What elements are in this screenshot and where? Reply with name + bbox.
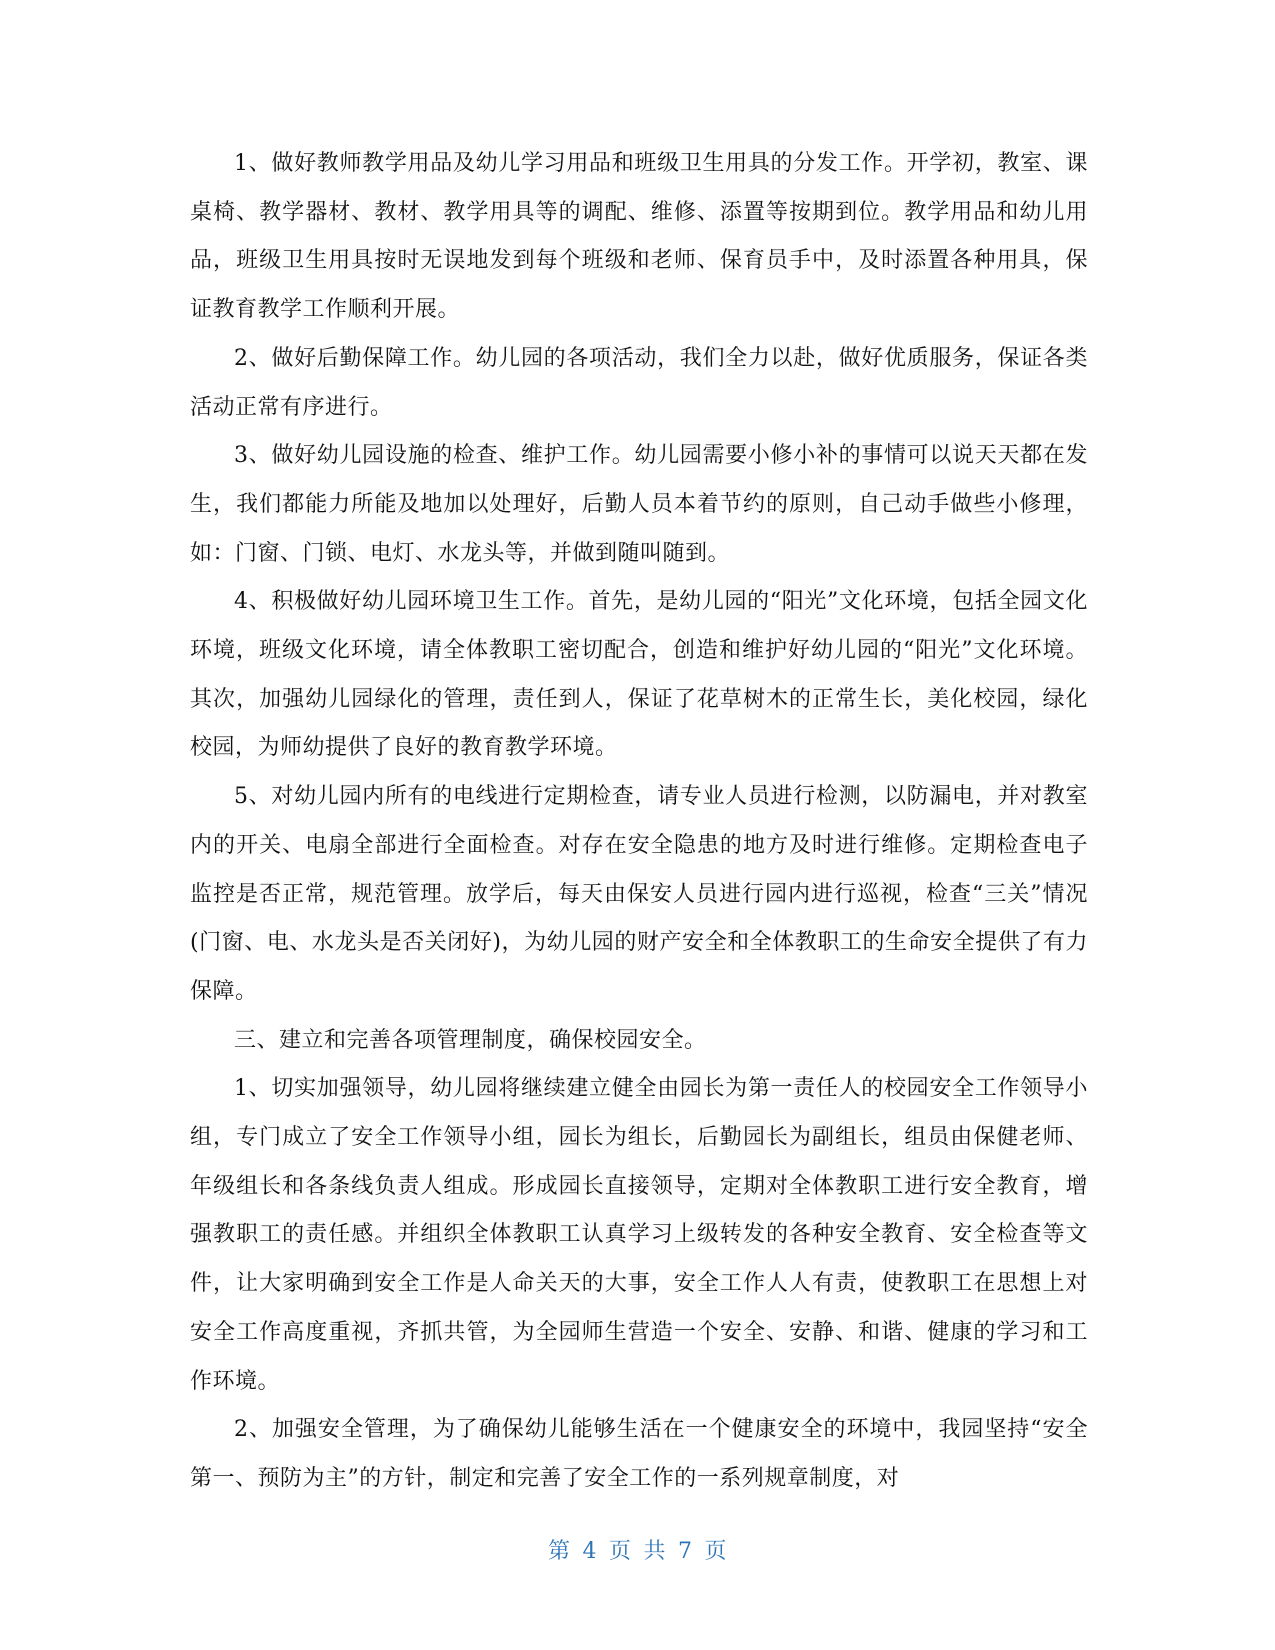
footer-prefix: 第 — [547, 1539, 571, 1564]
paragraph-7: 2、加强安全管理，为了确保幼儿能够生活在一个健康安全的环境中，我园坚持“安全第一、预防为主”的方针，制定和完善了安全工作的一系列规章制度，对 — [190, 1417, 1088, 1491]
page-footer — [0, 1534, 1275, 1565]
footer-total-suffix: 页 — [704, 1539, 728, 1564]
current-page-number: 4 — [582, 1539, 597, 1564]
paragraph-1: 1、做好教师教学用品及幼儿学习用品和班级卫生用具的分发工作。开学初，教室、课桌椅、教学器材、教材、教学用具等的调配、维修、添置等按期到位。教学用品和幼儿用品，班级卫生用具按时无误地发到每个班级和老师、保育员手中，及时添置各种用具，保证教育教学工作顺利开展。 — [190, 151, 1088, 323]
section-heading: 三、建立和完善各项管理制度，确保校园安全。 — [234, 1027, 707, 1053]
footer-total-prefix: 共 — [643, 1539, 667, 1564]
paragraph-5: 5、对幼儿园内所有的电线进行定期检查，请专业人员进行检测，以防漏电，并对教室内的开关、电扇全部进行全面检查。对存在安全隐患的地方及时进行维修。定期检查电子监控是否正常，规范管理。放学后，每天由保安人员进行园内进行巡视，检查“三关”情况(门窗、电、水龙头是否关闭好)，为幼儿园的财产安全和全体教职工的生命安全提供了有力保障。 — [190, 784, 1088, 1004]
paragraph-2: 2、做好后勤保障工作。幼儿园的各项活动，我们全力以赴，做好优质服务，保证各类活动正常有序进行。 — [190, 345, 1088, 420]
total-pages-number: 7 — [678, 1539, 693, 1564]
paragraph-6: 1、切实加强领导，幼儿园将继续建立健全由园长为第一责任人的校园安全工作领导小组，专门成立了安全工作领导小组，园长为组长，后勤园长为副组长，组员由保健老师、年级组长和各条线负责人组成。形成园长直接领导，定期对全体教职工进行安全教育，增强教职工的责任感。并组织全体教职工认真学习上级转发的各种安全教育、安全检查等文件，让大家明确到安全工作是人命关天的大事，安全工作人人有责，使教职工在思想上对安全工作高度重视，齐抓共管，为全园师生营造一个安全、安静、和谐、健康的学习和工作环境。 — [190, 1076, 1088, 1394]
paragraph-4: 4、积极做好幼儿园环境卫生工作。首先，是幼儿园的“阳光”文化环境，包括全园文化环境，班级文化环境，请全体教职工密切配合，创造和维护好幼儿园的“阳光”文化环境。其次，加强幼儿园绿化的管理，责任到人，保证了花草树木的正常生长，美化校园，绿化校园，为师幼提供了良好的教育教学环境。 — [190, 589, 1088, 761]
document-body — [190, 140, 1088, 1504]
footer-page-word: 页 — [608, 1539, 632, 1564]
paragraph-3: 3、做好幼儿园设施的检查、维护工作。幼儿园需要小修小补的事情可以说天天都在发生，我们都能力所能及地加以处理好，后勤人员本着节约的原则，自己动手做些小修理，如：门窗、门锁、电灯、水龙头等，并做到随叫随到。 — [190, 443, 1088, 566]
